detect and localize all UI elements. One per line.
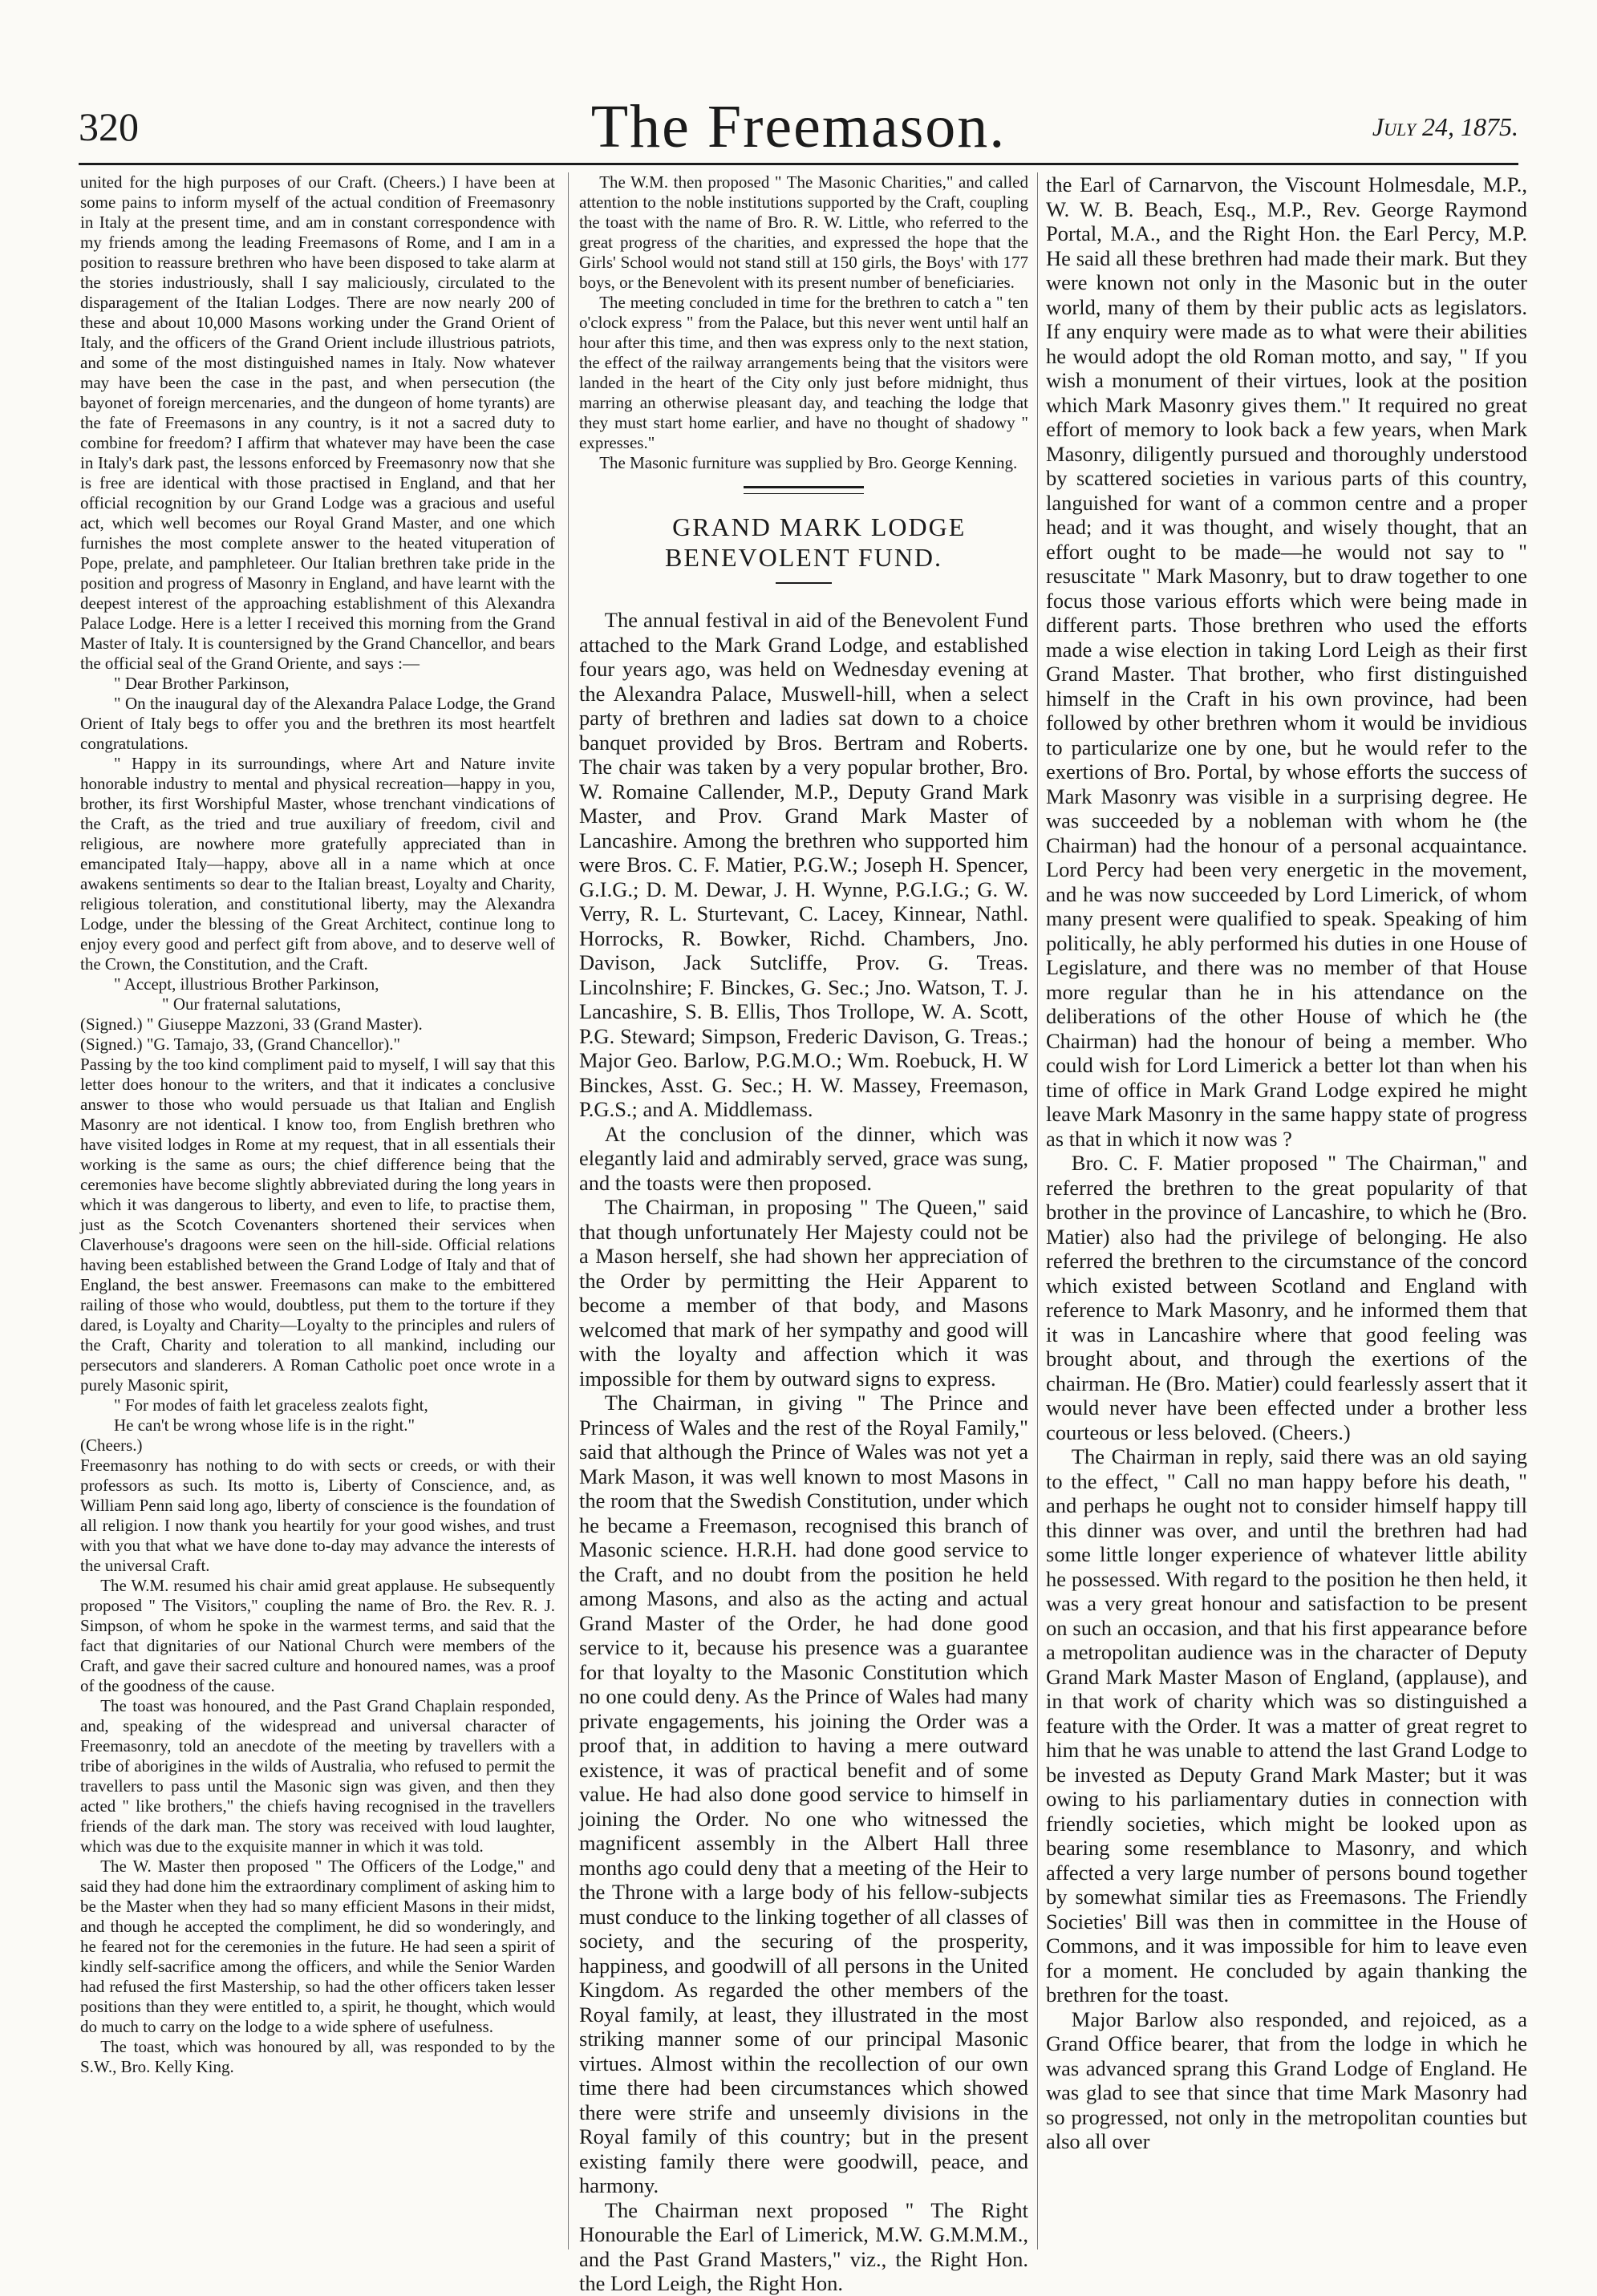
paragraph: The Masonic furniture was supplied by Bro. George Kenning.: [599, 453, 1018, 472]
letter-paragraph: " Happy in its surroundings, where Art and Nature invite honorable industry to mental and physical recreation—happy in you, brother, its first Worshipful Master, whose trenchant vindications of the Craft, as the tried and true auxiliary of freedom, civil and religious, are nowhere more gratefully appreciated than in emancipated Italy—happy, above all in a name which at once awakens sentiments so dear to the Italian breast, Loyalty and Charity, religious toleration, and constitutional liberty, may the Alexandra Lodge, under the blessing of the Great Architect, continue long to enjoy every good and perfect gift from above, and to deserve well of the Crown, the Constitution, and the Craft.: [80, 754, 555, 974]
paragraph: The toast was honoured, and the Past Grand Chaplain responded, and, speaking of the widespread and universal character of Freemasonry, told an anecdote of the meeting by travellers with a tribe of aborigines in the wilds of Australia, who refused to permit the travellers to pass until the Masonic sign was given, and then they acted " like brothers," the chiefs having recognised in the travellers friends of the dark man. The story was received with loud laughter, which was due to the exquisite manner in which it was told.: [80, 1696, 555, 1856]
paragraph: At the conclusion of the dinner, which was elegantly laid and admirably served, grace was sung, and the toasts were then proposed.: [579, 1121, 1028, 1195]
article-body: [579, 608, 1028, 2296]
heading-rule: [776, 582, 832, 584]
newspaper-title: The Freemason.: [590, 93, 1007, 160]
article-continuation: [579, 172, 1028, 473]
paragraph: Major Barlow also responded, and rejoiced, as a Grand Office bearer, that from the lodge in which he was advanced sprang this Grand Lodge of England. He was glad to see that since that time Mark Masonry had so progressed, not only in the metropolitan counties but also all over: [1046, 2006, 1527, 2153]
paragraph: the Earl of Carnarvon, the Viscount Holmesdale, M.P., W. W. B. Beach, Esq., M.P., Rev. George Raymond Portal, M.A., and the Right Hon. the Earl Percy, M.P. He said all these brethren had made their mark. But they were known not only in the Masonic but in the outer world, many of them by their public acts as legislators. If any enquiry were made as to what were their abilities he would adopt the old Roman motto, and say, " If you wish a monument of their virtues, look at the position which Mark Masonry gives them." It required no great effort of memory to look back a few years, when Mark Masonry, diligently pursued and thoroughly understood by scattered societies in various parts of this country, languished for want of a common centre and a proper head; and it was thought, and wisely thought, that an effort ought to be made—he would not say to " resuscitate " Mark Masonry, but to draw together to one focus those various efforts which were being made in different parts. Those brethren who used the efforts made a wise election in taking Lord Leigh as their first Grand Master. That brother, who first distinguished himself in the Craft in his own province, had been followed by other brethren whom it would be invidious to particularize one by one, but he would refer to the exertions of Bro. Portal, by whose efforts the success of Mark Masonry was visible in a surprising degree. He was succeeded by a nobleman with whom he (the Chairman) had the honour of a personal acquaintance. Lord Percy had been very energetic in the movement, and he was now succeeded by Lord Limerick, of whom many present were qualified to speak. Speaking of him politically, he ably performed his duties in one House of Legislature, and there was no member of that House more regular than he in his attendance on the deliberations of the other House of which he (the Chairman) had the honour of being a member. Who could wish for Lord Limerick a better lot than when his time of office in Mark Grand Lodge expired he might leave Mark Masonry in the same happy state of progress as that in which it now was ?: [1046, 172, 1527, 1151]
paragraph: The meeting concluded in time for the brethren to catch a " ten o'clock express " from the Palace, but this never went until half an hour after this time, and then was express only to the next station, the effect of the railway arrangements being that the visitors were landed in the heart of the City only just before midnight, thus marring an otherwise pleasant day, and teaching the lodge that they must start home earlier, and have no thought of shadowy " expresses.": [579, 293, 1028, 452]
column-1: [80, 172, 555, 2249]
paragraph: united for the high purposes of our Craft. (Cheers.) I have been at some pains to inform myself of the actual condition of Freemasonry in Italy at the present time, and am in constant correspondence with my friends among the leading Freemasons of Rome, and I am in a position to reassure brethren who have been disposed to take alarm at the stories industriously, shall I say maliciously, circulated to the disparagement of the Italian Lodges. There are now nearly 200 of these and about 10,000 Masons working under the Grand Orient of Italy, and the officers of the Grand Orient include illustrious patriots, and some of the most distinguished names in Italy. Now whatever may have been the case in the past, and when persecution (the bayonet of foreign mercenaries, and the dungeon of home tyrants) are the fate of Freemasons in any country, is it not a sacred duty to combine for freedom? I affirm that whatever may have been the case in Italy's dark past, the lessons enforced by Freemasonry now that she is free are identical with those practised in England, and that her official recognition by our Grand Lodge was a gracious and useful act, which well becomes our Royal Grand Master, and one which furnishes the most complete answer to the heated vituperation of Pope, prelate, and pamphleteer. Our Italian brethren take pride in the position and progress of Masonry in England, and have learnt with the deepest interest of the approaching establishment of this Alexandra Palace Lodge. Here is a letter I received this morning from the Grand Master of Italy. It is countersigned by the Grand Chancellor, and bears the official seal of the Grand Oriente, and says :—: [80, 172, 555, 673]
letter-closing: " Our fraternal salutations,: [162, 994, 342, 1014]
letter-paragraph: " On the inaugural day of the Alexandra Palace Lodge, the Grand Orient of Italy begs to offer you and the brethren its most heartfelt congratulations.: [80, 694, 555, 753]
paragraph: The W. Master then proposed " The Officers of the Lodge," and said they had done him the extraordinary compliment of asking him to be the Master when they had so many efficient Masons in their midst, and though he accepted the compliment, he did so wonderingly, and he feared not for the ceremonies in the future. He had seen a spirit of kindly self-sacrifice among the officers, and while the Senior Warden had refused the first Mastership, so had the other officers taken lesser positions than they were entitled to, a spirit, he thought, which would do much to carry on the lodge to a wide sphere of usefulness.: [80, 1857, 555, 2036]
letter-salutation: " Dear Brother Parkinson,: [114, 674, 290, 693]
paragraph: The W.M. resumed his chair amid great applause. He subsequently proposed " The Visitors," coupling the name of Bro. the Rev. R. J. Simpson, of whom he spoke in the warmest terms, and said that the fact that dignitaries of our National Church were members of the Craft, and gave their sacred culture and honoured names, was a proof of the goodness of the cause.: [80, 1576, 555, 1695]
section-divider: [744, 486, 864, 494]
column-divider: [1037, 172, 1038, 2249]
paragraph: The annual festival in aid of the Benevolent Fund attached to the Mark Grand Lodge, and established four years ago, was held on Wednesday evening at the Alexandra Palace, Muswell-hill, when a select party of brethren and ladies sat down to a choice banquet provided by Bros. Bertram and Roberts. The chair was taken by a very popular brother, Bro. W. Romaine Callender, M.P., Deputy Grand Mark Master, and Prov. Grand Mark Master of Lancashire. Among the brethren who supported him were Bros. C. F. Matier, P.G.W.; Joseph H. Spencer, G.I.G.; D. M. Dewar, J. H. Wynne, P.G.I.G.; G. W. Verry, R. L. Sturtevant, C. Lacey, Kinnear, Nathl. Horrocks, R. Bowker, Richd. Chambers, Jno. Davison, Jack Sutcliffe, Prov. G. Treas. Lincolnshire; F. Binckes, G. Sec.; Jno. Watson, T. J. Lancashire, S. B. Ellis, Thos Trollope, W. A. Scott, P.G. Steward; Simpson, Frederic Davison, G. Treas.; Major Geo. Barlow, P.G.M.O.; Wm. Roebuck, H. W Binckes, Asst. G. Sec.; H. W. Massey, Freemason, P.G.S.; and A. Middlemass.: [579, 608, 1028, 1121]
paragraph: Passing by the too kind compliment paid to myself, I will say that this letter does honour to the writers, and that it indicates a conclusive answer to those who would persuade us that Italian and English Masonry are not identical. I know too, from English brethren who have visited lodges in Rome at my request, that in all essentials their working is the same as ours; the chief difference being that the ceremonies have become slightly abbreviated during the long years in which it was dangerous to liberty, and even to life, to practise them, just as the Scotch Covenanters shortened their services when Claverhouse's dragoons were seen on the hill-side. Official relations having been established between the Grand Lodge of Italy and that of England, the best answer. Freemasons can make to the embittered railing of those who would, doubtless, put them to the torture if they dared, is Loyalty and Charity—Loyalty to the principles and rulers of the Craft, Charity and toleration to all mankind, including our persecutors and slanderers. A Roman Catholic poet once wrote in a purely Masonic spirit,: [80, 1055, 555, 1395]
verse-line: " For modes of faith let graceless zealots fight,: [114, 1395, 428, 1415]
paragraph: The W.M. then proposed " The Masonic Charities," and called attention to the noble institutions supported by the Craft, coupling the toast with the name of Bro. R. W. Little, who referred to the great progress of the charities, and expressed the hope that the Girls' School would not stand still at 150 girls, the Boys' with 177 boys, or the Benevolent with its present number of beneficiaries.: [579, 172, 1028, 292]
letter-closing: " Accept, illustrious Brother Parkinson,: [114, 974, 379, 994]
paragraph: The toast, which was honoured by all, was responded to by the S.W., Bro. Kelly King.: [80, 2037, 555, 2076]
paragraph: The Chairman in reply, said there was an old saying to the effect, " Call no man happy before his death, " and perhaps he ought not to consider himself happy till this dinner was over, and until the brethren had had some little longer experience of whatever little ability he possessed. With regard to the position he then held, it was a very great honour and satisfaction to be present on such an occasion, and that his first appearance before a metropolitan audience was in the character of Deputy Grand Mark Master Mason of England, (applause), and in that work of charity which was so distinguished a feature with the Order. It was a matter of great regret to him that he was unable to attend the last Grand Lodge to be invested as Deputy Grand Mark Master; but it was owing to his parliamentary duties in connection with friendly societies, which might be looked upon as bearing some resemblance to Masonry, and which affected a very large number of persons bound together by somewhat similar ties as Freemasons. The Friendly Societies' Bill was then in committee in the House of Commons, and it was impossible for him to leave even for a moment. He concluded by again thanking the brethren for the toast.: [1046, 1444, 1527, 2006]
verse-line: He can't be wrong whose life is in the right.": [114, 1415, 415, 1435]
masthead-rule: [79, 163, 1518, 165]
paragraph: Freemasonry has nothing to do with sects or creeds, or with their professors as such. Its motto is, Liberty of Conscience, and, as William Penn said long ago, liberty of conscience is the foundation of all religion. I now thank you heartily for your good wishes, and trust with you that what we have done to-day may advance the interests of the universal Craft.: [80, 1456, 555, 1575]
article-heading: GRAND MARK LODGE BENEVOLENT FUND.: [664, 512, 967, 572]
page-number: 320: [79, 104, 139, 149]
paragraph: The Chairman next proposed " The Right Honourable the Earl of Limerick, M.W. G.M.M.M., and the Past Grand Masters," viz., the Right Hon. the Lord Leigh, the Right Hon.: [579, 2197, 1028, 2295]
column-divider: [568, 172, 569, 2249]
letter-signature: (Signed.) " Giuseppe Mazzoni, 33 (Grand Master).: [80, 1014, 423, 1034]
masthead: [79, 92, 1518, 161]
paragraph: Bro. C. F. Matier proposed " The Chairman," and referred the brethren to the great popularity of that brother in the province of Lancashire, to which he (Bro. Matier) also had the privilege of belonging. He also referred the brethren to the circumstance of the concord which existed between Scotland and England with reference to Mark Masonry, and he informed them that it was in Lancashire where that good feeling was brought about, and through the exertions of the chairman. He (Bro. Matier) could fearlessly assert that it would never have been effected under a brother less courteous or less beloved. (Cheers.): [1046, 1151, 1527, 1444]
column-2: [579, 172, 1028, 2295]
letter-signature: (Signed.) "G. Tamajo, 33, (Grand Chancellor).": [80, 1035, 401, 1054]
column-3: [1046, 172, 1527, 2249]
paragraph: The Chairman, in proposing " The Queen," said that though unfortunately Her Majesty could not be a Mason herself, she had shown her appreciation of the Order by permitting the Heir Apparent to become a member of that body, and Masons welcomed that mark of her sympathy and good will with the loyalty and affection which it was impossible for them by outward signs to express.: [579, 1195, 1028, 1391]
issue-date: July 24, 1875.: [1372, 112, 1518, 141]
paragraph: (Cheers.): [80, 1436, 143, 1455]
paragraph: The Chairman, in giving " The Prince and Princess of Wales and the rest of the Royal Family," said that although the Prince of Wales was not yet a Mark Mason, it was well known to most Masons in the room that the Swedish Constitution, under which he became a Freemason, recognised this branch of Masonic science. H.R.H. had done good service to the Craft, and no doubt from the position he held among Masons, and also as the acting and actual Grand Master of the Order, he had done good service to it, because his presence was a guarantee for that loyalty to the Masonic Constitution which no one could deny. As the Prince of Wales had many private engagements, his joining the Order was a proof that, in addition to having a mere outward existence, it was of practical benefit and of some value. He had also done good service to himself in joining the Order. No one who witnessed the magnificent assembly in the Albert Hall three months ago could deny that a meeting of the Heir to the Throne with a large body of his fellow-subjects must conduce to the linking together of all classes of society, and the securing of the prosperity, happiness, and goodwill of all persons in the United Kingdom. As regarded the other members of the Royal family, at least, they illustrated in the most striking manner some of our principal Masonic virtues. Almost within the recollection of our own time there had been circumstances which showed there were strife and unseemly divisions in the Royal family of this country; but in the present existing family there were goodwill, peace, and harmony.: [579, 1391, 1028, 2197]
